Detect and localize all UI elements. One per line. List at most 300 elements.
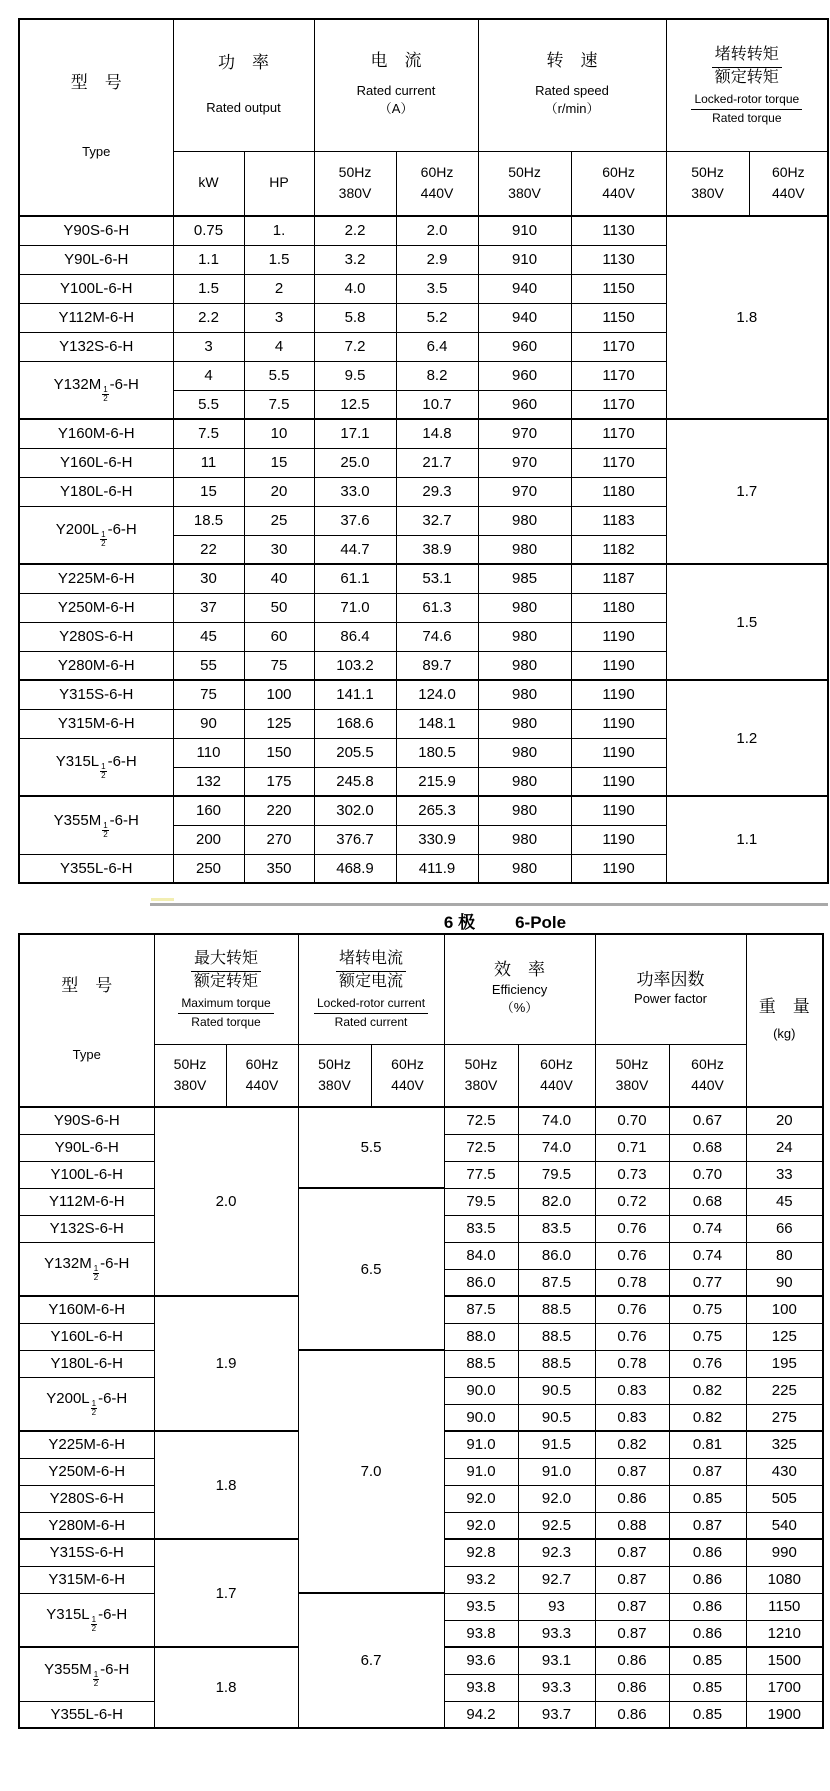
value-cell: 90.0 [444,1404,518,1431]
value-cell: 200 [173,825,244,854]
value-cell: 88.5 [518,1296,595,1323]
section-title-en: 6-Pole [515,913,567,932]
section-title-zh: 6 极 [443,913,476,932]
model-cell: Y90S-6-H [19,216,173,245]
value-cell: 88.5 [518,1323,595,1350]
value-cell: 2.9 [396,245,478,274]
value-cell: 20 [746,1107,823,1134]
value-cell: 0.71 [595,1134,669,1161]
value-cell: 195 [746,1350,823,1377]
value-cell: 411.9 [396,854,478,883]
value-cell: 1190 [571,767,666,796]
value-cell: 1190 [571,796,666,825]
value-cell: 29.3 [396,477,478,506]
value-cell: 3 [244,303,314,332]
value-cell: 5.2 [396,303,478,332]
value-cell: 3 [173,332,244,361]
col-header-efficiency: 效 率 Efficiency （%） [444,934,595,1044]
max-torque-group-cell: 1.9 [154,1296,298,1431]
col-header-type [19,19,173,216]
value-cell: 1150 [571,303,666,332]
value-cell: 0.86 [669,1566,746,1593]
model-cell: Y355L-6-H [19,1701,154,1728]
subheader-torque-60hz: 60Hz 440V [749,151,828,216]
value-cell: 0.67 [669,1107,746,1134]
value-cell: 0.87 [595,1539,669,1566]
value-cell: 1170 [571,419,666,448]
value-cell: 72.5 [444,1134,518,1161]
model-cell: Y132M $\frac{1}{2}$ -6-H [19,1242,154,1296]
model-cell: Y90L-6-H [19,1134,154,1161]
value-cell: 1080 [746,1566,823,1593]
table-row [19,1107,823,1134]
value-cell: 75 [173,680,244,709]
value-cell: 1170 [571,361,666,390]
value-cell: 84.0 [444,1242,518,1269]
value-cell: 980 [478,622,571,651]
value-cell: 0.87 [595,1566,669,1593]
value-cell: 2 [244,274,314,303]
value-cell: 5.5 [173,390,244,419]
table-row [19,680,828,709]
value-cell: 79.5 [444,1188,518,1215]
torque-ratio-en: Locked-rotor torque Rated torque [691,91,802,125]
value-cell: 93.3 [518,1620,595,1647]
value-cell: 160 [173,796,244,825]
value-cell: 77.5 [444,1161,518,1188]
value-cell: 0.76 [595,1323,669,1350]
value-cell: 44.7 [314,535,396,564]
value-cell: 88.0 [444,1323,518,1350]
value-cell: 93.1 [518,1647,595,1674]
value-cell: 0.85 [669,1701,746,1728]
value-cell: 0.78 [595,1350,669,1377]
locked-rotor-torque-group-cell: 1.2 [666,680,828,796]
value-cell: 175 [244,767,314,796]
value-cell: 275 [746,1404,823,1431]
value-cell: 80 [746,1242,823,1269]
value-cell: 980 [478,593,571,622]
model-cell: Y160M-6-H [19,419,173,448]
model-cell: Y355L-6-H [19,854,173,883]
value-cell: 0.87 [595,1593,669,1620]
value-cell: 125 [746,1323,823,1350]
value-cell: 91.5 [518,1431,595,1458]
subheader-maxtorque-50hz: 50Hz 380V [154,1044,226,1107]
model-cell: Y315L $\frac{1}{2}$ -6-H [19,1593,154,1647]
value-cell: 0.86 [595,1485,669,1512]
subheader-hp: HP [244,151,314,216]
value-cell: 540 [746,1512,823,1539]
value-cell: 7.5 [173,419,244,448]
maxtorque-ratio-en: Maximum torque Rated torque [178,995,273,1029]
subheader-kw: kW [173,151,244,216]
value-cell: 61.1 [314,564,396,593]
value-cell: 93.8 [444,1620,518,1647]
col-header-weight: 重 量 (kg) [746,934,823,1107]
value-cell: 90 [746,1269,823,1296]
value-cell: 74.0 [518,1134,595,1161]
value-cell: 132 [173,767,244,796]
value-cell: 970 [478,477,571,506]
value-cell: 18.5 [173,506,244,535]
value-cell: 90 [173,709,244,738]
model-cell: Y200L $\frac{1}{2}$ -6-H [19,506,173,564]
model-cell: Y100L-6-H [19,274,173,303]
value-cell: 1150 [746,1593,823,1620]
subheader-speed-50hz: 50Hz 380V [478,151,571,216]
value-cell: 0.76 [595,1242,669,1269]
value-cell: 90.0 [444,1377,518,1404]
fraction-mark: $\frac{1}{2}$ [93,1264,99,1283]
subheader-pf-50hz: 50Hz 380V [595,1044,669,1107]
value-cell: 1130 [571,245,666,274]
value-cell: 0.76 [595,1296,669,1323]
value-cell: 0.86 [595,1701,669,1728]
model-cell: Y90S-6-H [19,1107,154,1134]
value-cell: 37.6 [314,506,396,535]
model-cell: Y180L-6-H [19,1350,154,1377]
value-cell: 980 [478,506,571,535]
value-cell: 1190 [571,825,666,854]
section-divider-line [150,903,828,906]
value-cell: 92.7 [518,1566,595,1593]
subheader-maxtorque-60hz: 60Hz 440V [226,1044,298,1107]
value-cell: 0.68 [669,1188,746,1215]
col-header-maximum-torque [154,934,298,1044]
value-cell: 1210 [746,1620,823,1647]
value-cell: 93.5 [444,1593,518,1620]
value-cell: 30 [173,564,244,593]
value-cell: 0.77 [669,1269,746,1296]
locked-rotor-torque-group-cell: 1.8 [666,216,828,419]
value-cell: 0.85 [669,1485,746,1512]
value-cell: 24 [746,1134,823,1161]
value-cell: 0.87 [595,1458,669,1485]
value-cell: 32.7 [396,506,478,535]
value-cell: 4.0 [314,274,396,303]
subheader-efficiency-50hz: 50Hz 380V [444,1044,518,1107]
table-row [19,216,828,245]
value-cell: 72.5 [444,1107,518,1134]
value-cell: 0.82 [669,1404,746,1431]
value-cell: 970 [478,419,571,448]
value-cell: 93.8 [444,1674,518,1701]
model-cell: Y100L-6-H [19,1161,154,1188]
value-cell: 20 [244,477,314,506]
value-cell: 2.0 [396,216,478,245]
value-cell: 325 [746,1431,823,1458]
value-cell: 225 [746,1377,823,1404]
value-cell: 17.1 [314,419,396,448]
model-cell: Y280M-6-H [19,651,173,680]
model-cell: Y225M-6-H [19,1431,154,1458]
value-cell: 980 [478,709,571,738]
model-cell: Y355M $\frac{1}{2}$ -6-H [19,1647,154,1701]
value-cell: 980 [478,651,571,680]
model-cell: Y160L-6-H [19,1323,154,1350]
value-cell: 0.74 [669,1215,746,1242]
value-cell: 100 [244,680,314,709]
value-cell: 1187 [571,564,666,593]
value-cell: 0.86 [669,1593,746,1620]
fraction-mark: $\frac{1}{2}$ [103,385,108,404]
value-cell: 980 [478,680,571,709]
torque-ratio-zh: 堵转转矩 额定转矩 [712,45,782,89]
value-cell: 168.6 [314,709,396,738]
value-cell: 1190 [571,738,666,767]
fraction-mark: $\frac{1}{2}$ [91,1399,97,1418]
subheader-torque-50hz: 50Hz 380V [666,151,749,216]
value-cell: 0.83 [595,1404,669,1431]
value-cell: 468.9 [314,854,396,883]
value-cell: 940 [478,303,571,332]
max-torque-group-cell: 1.8 [154,1431,298,1539]
value-cell: 1180 [571,477,666,506]
model-cell: Y280S-6-H [19,622,173,651]
model-cell: Y315M-6-H [19,709,173,738]
value-cell: 1130 [571,216,666,245]
table-row [19,564,828,593]
value-cell: 430 [746,1458,823,1485]
fraction-mark: $\frac{1}{2}$ [103,820,108,839]
value-cell: 5.8 [314,303,396,332]
value-cell: 33.0 [314,477,396,506]
max-torque-group-cell: 1.8 [154,1647,298,1728]
col-header-current: 电 流 Rated current （A） [314,19,478,151]
value-cell: 86.0 [444,1269,518,1296]
value-cell: 60 [244,622,314,651]
model-cell: Y90L-6-H [19,245,173,274]
fraction-mark: $\frac{1}{2}$ [101,530,106,549]
value-cell: 980 [478,825,571,854]
value-cell: 0.76 [669,1350,746,1377]
value-cell: 302.0 [314,796,396,825]
value-cell: 66 [746,1215,823,1242]
value-cell: 5.5 [244,361,314,390]
value-cell: 86.4 [314,622,396,651]
value-cell: 2.2 [314,216,396,245]
model-cell: Y132M $\frac{1}{2}$ -6-H [19,361,173,419]
model-cell: Y160L-6-H [19,448,173,477]
value-cell: 1180 [571,593,666,622]
value-cell: 1170 [571,390,666,419]
value-cell: 1183 [571,506,666,535]
value-cell: 250 [173,854,244,883]
value-cell: 90.5 [518,1377,595,1404]
maxtorque-ratio-zh: 最大转矩 额定转矩 [191,949,261,993]
value-cell: 125 [244,709,314,738]
value-cell: 110 [173,738,244,767]
type-label-en: Type [82,144,111,160]
table-row [19,1188,823,1215]
fraction-mark: $\frac{1}{2}$ [101,762,106,781]
value-cell: 83.5 [518,1215,595,1242]
value-cell: 1500 [746,1647,823,1674]
col-header-speed: 转 速 Rated speed （r/min） [478,19,666,151]
value-cell: 55 [173,651,244,680]
value-cell: 45 [173,622,244,651]
table-row [19,419,828,448]
value-cell: 265.3 [396,796,478,825]
fraction-mark: $\frac{1}{2}$ [91,1615,97,1634]
value-cell: 1.5 [244,245,314,274]
table-row [19,1593,823,1620]
value-cell: 141.1 [314,680,396,709]
value-cell: 71.0 [314,593,396,622]
model-cell: Y280S-6-H [19,1485,154,1512]
value-cell: 92.3 [518,1539,595,1566]
value-cell: 1170 [571,332,666,361]
value-cell: 205.5 [314,738,396,767]
model-cell: Y112M-6-H [19,303,173,332]
value-cell: 0.76 [595,1215,669,1242]
value-cell: 0.81 [669,1431,746,1458]
subheader-efficiency-60hz: 60Hz 440V [518,1044,595,1107]
value-cell: 30 [244,535,314,564]
value-cell: 40 [244,564,314,593]
value-cell: 33 [746,1161,823,1188]
model-cell: Y315L $\frac{1}{2}$ -6-H [19,738,173,796]
locked-rotor-current-group-cell: 5.5 [298,1107,444,1188]
value-cell: 93.7 [518,1701,595,1728]
spec-table-torque-efficiency-weight [18,933,824,1729]
value-cell: 15 [173,477,244,506]
locked-rotor-current-group-cell: 6.5 [298,1188,444,1350]
locked-rotor-torque-group-cell: 1.7 [666,419,828,564]
value-cell: 38.9 [396,535,478,564]
value-cell: 1170 [571,448,666,477]
value-cell: 0.87 [595,1620,669,1647]
value-cell: 87.5 [518,1269,595,1296]
divider-highlight-mark [151,898,174,901]
value-cell: 10 [244,419,314,448]
value-cell: 10.7 [396,390,478,419]
col-header-locked-rotor-torque [666,19,828,151]
value-cell: 0.82 [595,1431,669,1458]
value-cell: 9.5 [314,361,396,390]
value-cell: 92.0 [444,1485,518,1512]
value-cell: 124.0 [396,680,478,709]
value-cell: 245.8 [314,767,396,796]
value-cell: 0.85 [669,1674,746,1701]
value-cell: 92.5 [518,1512,595,1539]
subheader-lrc-60hz: 60Hz 440V [371,1044,444,1107]
model-cell: Y225M-6-H [19,564,173,593]
value-cell: 88.5 [518,1350,595,1377]
value-cell: 0.85 [669,1647,746,1674]
col-header-locked-rotor-current [298,934,444,1044]
value-cell: 0.86 [595,1674,669,1701]
value-cell: 12.5 [314,390,396,419]
value-cell: 93.6 [444,1647,518,1674]
value-cell: 11 [173,448,244,477]
value-cell: 980 [478,738,571,767]
subheader-current-50hz: 50Hz 380V [314,151,396,216]
value-cell: 180.5 [396,738,478,767]
model-cell: Y200L $\frac{1}{2}$ -6-H [19,1377,154,1431]
value-cell: 960 [478,361,571,390]
value-cell: 1182 [571,535,666,564]
value-cell: 0.70 [595,1107,669,1134]
value-cell: 15 [244,448,314,477]
value-cell: 0.73 [595,1161,669,1188]
type-label-zh: 型 号 [70,72,122,92]
value-cell: 3.5 [396,274,478,303]
value-cell: 21.7 [396,448,478,477]
value-cell: 74.6 [396,622,478,651]
locked-rotor-torque-group-cell: 1.1 [666,796,828,883]
fraction-mark: $\frac{1}{2}$ [93,1669,99,1688]
value-cell: 0.87 [669,1512,746,1539]
spec-table-power-current-speed [18,18,829,884]
model-cell: Y250M-6-H [19,593,173,622]
value-cell: 100 [746,1296,823,1323]
value-cell: 505 [746,1485,823,1512]
model-cell: Y112M-6-H [19,1188,154,1215]
value-cell: 91.0 [444,1431,518,1458]
section-title [180,908,830,933]
value-cell: 8.2 [396,361,478,390]
value-cell: 910 [478,245,571,274]
model-cell: Y280M-6-H [19,1512,154,1539]
value-cell: 1190 [571,854,666,883]
value-cell: 1190 [571,709,666,738]
value-cell: 83.5 [444,1215,518,1242]
value-cell: 940 [478,274,571,303]
value-cell: 1.5 [173,274,244,303]
subheader-current-60hz: 60Hz 440V [396,151,478,216]
value-cell: 0.86 [595,1647,669,1674]
value-cell: 91.0 [444,1458,518,1485]
value-cell: 82.0 [518,1188,595,1215]
value-cell: 980 [478,535,571,564]
model-cell: Y160M-6-H [19,1296,154,1323]
value-cell: 270 [244,825,314,854]
value-cell: 970 [478,448,571,477]
value-cell: 61.3 [396,593,478,622]
value-cell: 1900 [746,1701,823,1728]
value-cell: 88.5 [444,1350,518,1377]
value-cell: 90.5 [518,1404,595,1431]
lrc-ratio-en: Locked-rotor current Rated current [314,995,428,1029]
value-cell: 220 [244,796,314,825]
value-cell: 1190 [571,680,666,709]
value-cell: 0.75 [669,1296,746,1323]
table-row [19,796,828,825]
value-cell: 0.82 [669,1377,746,1404]
value-cell: 980 [478,796,571,825]
value-cell: 22 [173,535,244,564]
value-cell: 0.72 [595,1188,669,1215]
value-cell: 960 [478,390,571,419]
value-cell: 93.2 [444,1566,518,1593]
value-cell: 910 [478,216,571,245]
value-cell: 215.9 [396,767,478,796]
value-cell: 0.88 [595,1512,669,1539]
max-torque-group-cell: 2.0 [154,1107,298,1296]
subheader-lrc-50hz: 50Hz 380V [298,1044,371,1107]
value-cell: 45 [746,1188,823,1215]
value-cell: 7.5 [244,390,314,419]
value-cell: 980 [478,854,571,883]
value-cell: 0.75 [669,1323,746,1350]
col-header-power-factor: 功率因数 Power factor [595,934,746,1044]
model-cell: Y355M $\frac{1}{2}$ -6-H [19,796,173,854]
value-cell: 1150 [571,274,666,303]
value-cell: 0.75 [173,216,244,245]
col-header-power: 功 率 Rated output [173,19,314,151]
